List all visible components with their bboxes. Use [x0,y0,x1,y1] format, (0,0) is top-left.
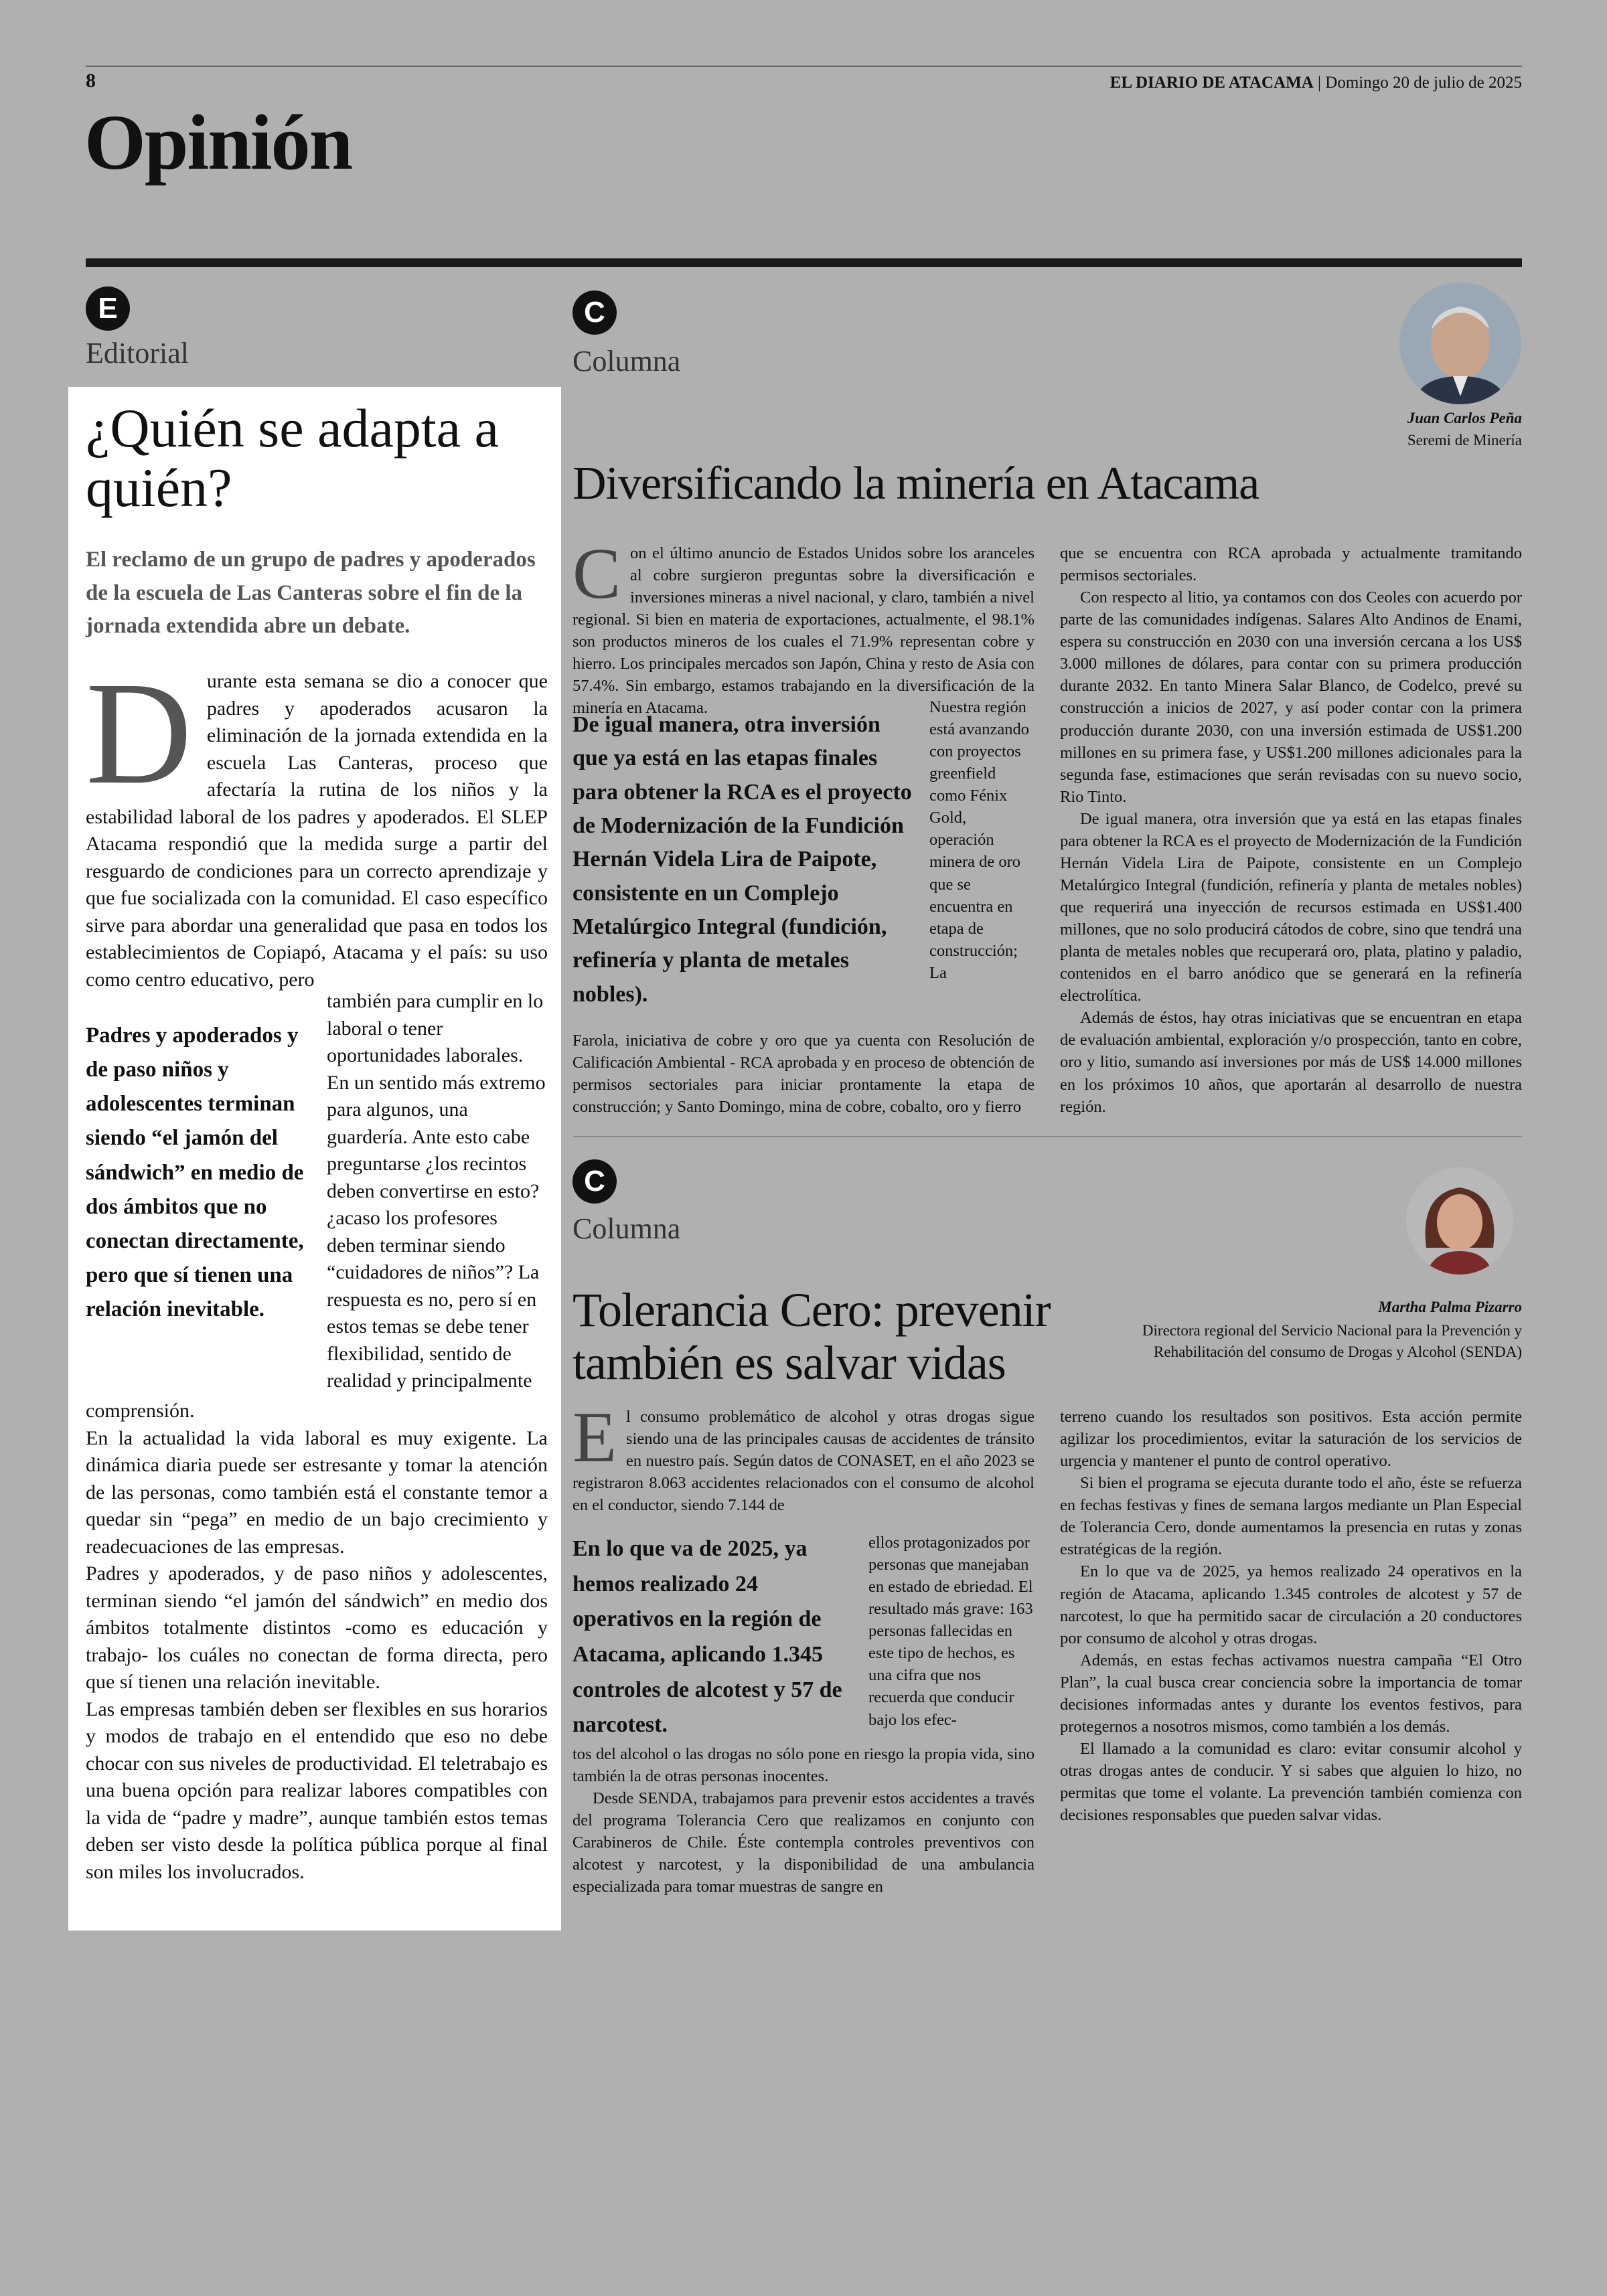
section-title: Opinión [84,98,352,186]
author-name: Martha Palma Pizarro [1378,1299,1522,1315]
editorial-kicker: Editorial [86,337,189,370]
editorial-dropcap: D [86,651,192,815]
editorial-body-bottom [86,1398,548,1886]
column-body-a [572,534,1035,720]
column-body-b: Nuestra región está avanzando con proyectos greenfield como Fénix Gold, operación minera de oro que se encuentra en etapa de construcción; La [929,698,1029,982]
column-paragraph: Desde SENDA, trabajamos para prevenir estos accidentes a través del programa Tolerancia Cero que realizamos en conjunto con Carabineros de Chile. Éste contempla controles preventivos con alcotest y narcotest, y la disponibilidad de una ambulancia especializada para tomar muestras de sangre en [572,1789,1035,1896]
author-name: Juan Carlos Peña [1407,410,1522,426]
column-headline: Tolerancia Cero: prevenir también es salvar vidas [572,1283,1051,1390]
editorial-paragraph: Las empresas también deben ser flexibles en sus horarios y modos de trabajo en el entendido que eso no debe chocar con sus niveles de productividad. El teletrabajo es una buena opción para realizar labores compatibles con la vida de “padre y madre”, aunque también estos temas deben ser visto desde la política pública porque al final son miles los involucrados. [86,1698,548,1883]
editorial-body-top [86,651,548,993]
column-paragraph: on el último anuncio de Estados Unidos sobre los aranceles al cobre surgieron preguntas sobre la diversificación e inversiones mineras a nivel nacional, y claro, también a nivel regional. Si bien en materia de exportaciones, actualmente, el 98.1% son productos mineros de los cuales el 71.9% representan cobre y hierro. Los principales mercados son Japón, China y resto de Asia con 57.4%. Sin embargo, estamos trabajando en la diversificación de la minería en Atacama. [572,544,1035,718]
column-paragraph: Si bien el programa se ejecuta durante todo el año, éste se refuerza en fechas festivas y fines de semana largos mediante un Plan Especial de Tolerancia Cero, donde aumentamos la presencia en rutas y zonas estratégicas de la región. [1060,1474,1522,1559]
publication-name: EL DIARIO DE ATACAMA [1109,74,1314,92]
column-body-b: ellos protagonizados por personas que manejaban en estado de ebriedad. El resultado más grave: 163 personas fallecidas en este tipo de hechos, es una cifra que nos recuerda que conducir bajo los efec- [868,1534,1033,1729]
page-number: 8 [86,70,96,92]
author-role: Seremi de Minería [1407,432,1522,448]
column-kicker: Columna [572,1212,681,1245]
editorial-badge-icon: E [86,286,130,331]
editorial-paragraph: Padres y apoderados, y de paso niños y adolescentes, terminan siendo “el jamón del sándwich” en medio dos ámbitos totalmente distintos -como es educación y trabajo- los cuáles no conectan de forma directa, pero que sí tienen una relación inevitable. [86,1562,548,1693]
section-rule [86,258,1522,267]
top-rule [86,66,1522,67]
column-paragraph: terreno cuando los resultados son positivos. Esta acción permite agilizar los procedimientos, evitar la saturación de los servicios de urgencia y mantener el punto de control operativo. [1060,1408,1522,1471]
column-kicker: Columna [572,345,681,378]
column-paragraph: De igual manera, otra inversión que ya está en las etapas finales para obtener la RCA es el proyecto de Modernización de la Fundición Hernán Videla Lira de Paipote, consistente en un Complejo Metalúrgico Integral (fundición, refinería y planta de metales nobles) que requerirá una inyección de recursos estimada en US$1.400 millones, que no solo producirá cátodos de cobre, sino que tendrá una planta de metales nobles que recuperará oro, plata, platino y paladio, contenidos en el barro anódico que se generará en la refinería electrolítica. [1060,809,1522,1005]
column-paragraph: l consumo problemático de alcohol y otras drogas sigue siendo una de las principales causas de accidentes de tránsito en nuestro país. Según datos de CONASET, en el año 2023 se registraron 8.063 accidentes relacionados con el consumo de alcohol en el conductor, siendo 7.144 de [572,1408,1035,1515]
author-role-line: Rehabilitación del consumo de Drogas y Alcohol (SENDA) [1154,1343,1522,1361]
dateline-separator: | [1313,74,1326,92]
column-body-right [1060,542,1522,1118]
portrait-icon [1399,282,1521,404]
column-headline: Diversificando la minería en Atacama [572,458,1259,509]
editorial-body-side: también para cumplir en lo laboral o tener oportunidades laborales. En un sentido más extremo para algunos, una guardería. Ante esto cabe preguntarse ¿los recintos deben convertirse en esto? ¿acaso los profesores deben terminar siendo “cuidadores de niños”? La respuesta es no, pero sí en estos temas se debe tener flexibilidad, sentido de realidad y principalmente [327,990,546,1392]
column-dropcap: C [572,534,621,614]
column-badge-icon: C [572,1159,617,1204]
column-paragraph: que se encuentra con RCA aprobada y actualmente tramitando permisos sectoriales. [1060,544,1522,585]
column-dropcap: E [572,1398,617,1477]
editorial-pullquote: Padres y apoderados y de paso niños y adolescentes terminan siendo “el jamón del sándwich” en medio de dos ámbitos que no conectan directamente, pero que sí tienen una relación inevitable. [86,1023,304,1322]
column-paragraph: Además de éstos, hay otras iniciativas que se encuentran en etapa de evaluación ambiental, exploración y/o prospección, tanto en cobre, oro y litio, sumando así inversiones por más de US$ 14.000 millones en los próximos 10 años, que aportarán al desarrollo de nuestra región. [1060,1009,1522,1116]
editorial-lead: El reclamo de un grupo de padres y apoderados de la escuela de Las Canteras sobre el fin de la jornada extendida abre un debate. [86,548,536,638]
column-pullquote: De igual manera, otra inversión que ya está en las etapas finales para obtener la RCA es el proyecto de Modernización de la Fundición Hernán Videla Lira de Paipote, consistente en un Complejo Metalúrgico Integral (fundición, refinería y planta de metales nobles). [572,712,912,1007]
column-body-c [572,1743,1035,1898]
author-role-line: Directora regional del Servicio Nacional para la Prevención y [1142,1322,1522,1339]
column-body-a [572,1398,1035,1516]
author-photo-martha-palma [1406,1167,1513,1275]
column-body-right [1060,1406,1522,1826]
publication-date: Domingo 20 de julio de 2025 [1325,74,1522,92]
publication-dateline [1110,74,1522,92]
column-body-c: Farola, iniciativa de cobre y oro que ya cuenta con Resolución de Calificación Ambiental - RCA aprobada y en proceso de obtención de permisos sectoriales para iniciar prontamente la etapa de construcción; y Santo Domingo, mina de cobre, cobalto, oro y fierro [572,1032,1035,1117]
column-paragraph: Además, en estas fechas activamos nuestra campaña “El Otro Plan”, la cual busca crear conciencia sobre la importancia de tomar decisiones informadas antes y durante los eventos festivos, para protegernos a nosotros mismos, como también a los demás. [1060,1651,1522,1736]
column-paragraph: El llamado a la comunidad es claro: evitar consumir alcohol y otras drogas antes de conducir. Y si sabes que alguien lo hizo, no permitas que tome el volante. La prevención también comienza con decisiones responsables que pueden salvar vidas. [1060,1739,1522,1825]
column-paragraph: tos del alcohol o las drogas no sólo pone en riesgo la propia vida, sino también la de otras personas inocentes. [572,1745,1035,1786]
column-badge-icon: C [572,291,617,335]
editorial-paragraph: En la actualidad la vida laboral es muy exigente. La dinámica diaria puede ser estresante y tomar la atención de las personas, como también está el constante temor a quedar sin “pega” en medio de un bajo crecimiento y readecuaciones de las empresas. [86,1426,548,1558]
column-divider [573,1136,1522,1137]
column-paragraph: En lo que va de 2025, ya hemos realizado 24 operativos en la región de Atacama, aplicando 1.345 controles de alcotest y 57 de narcotest, lo que ha permitido sacar de circulación a 20 conductores por consumo de alcohol y otras drogas. [1060,1562,1522,1647]
column-pullquote: En lo que va de 2025, ya hemos realizado 24 operativos en la región de Atacama, aplicando 1.345 controles de alcotest y 57 de narcotest. [572,1536,842,1738]
author-role [1142,1320,1522,1363]
portrait-icon [1406,1167,1513,1275]
author-photo-juan-carlos-pena [1399,282,1521,404]
column-paragraph: Con respecto al litio, ya contamos con dos Ceoles con acuerdo por parte de las comunidades indígenas. Salares Alto Andinos de Enami, espera su construcción en 2030 con una inversión cercana a los US$ 3.000 millones de dólares, para contar con su primera producción durante 2032. En tanto Minera Salar Blanco, de Codelco, prevé su construcción a inicios de 2027, y así poder contar con la primera producción durante 2030, con una inversión estimada de US$1.200 millones en su primera fase, y US$1.200 millones adicionales para la segunda fase, estimaciones que serán revisadas con su nuevo socio, Rio Tinto. [1060,588,1522,806]
editorial-paragraph: comprensión. [86,1400,195,1422]
editorial-headline: ¿Quién se adapta a quién? [86,398,499,518]
editorial-paragraph: urante esta semana se dio a conocer que padres y apoderados acusaron la eliminación de la jornada extendida en la escuela Las Canteras, proceso que afectaría la rutina de los niños y la estabilidad laboral de los padres y apoderados. El SLEP Atacama respondió que la medida surge a partir del resguardo de condiciones para un correcto aprendizaje y que fue socializada con la comunidad. El caso específico sirve para abordar una generalidad que pasa en todos los establecimientos de Copiapó, Atacama y el país: su uso como centro educativo, pero [86,670,548,991]
